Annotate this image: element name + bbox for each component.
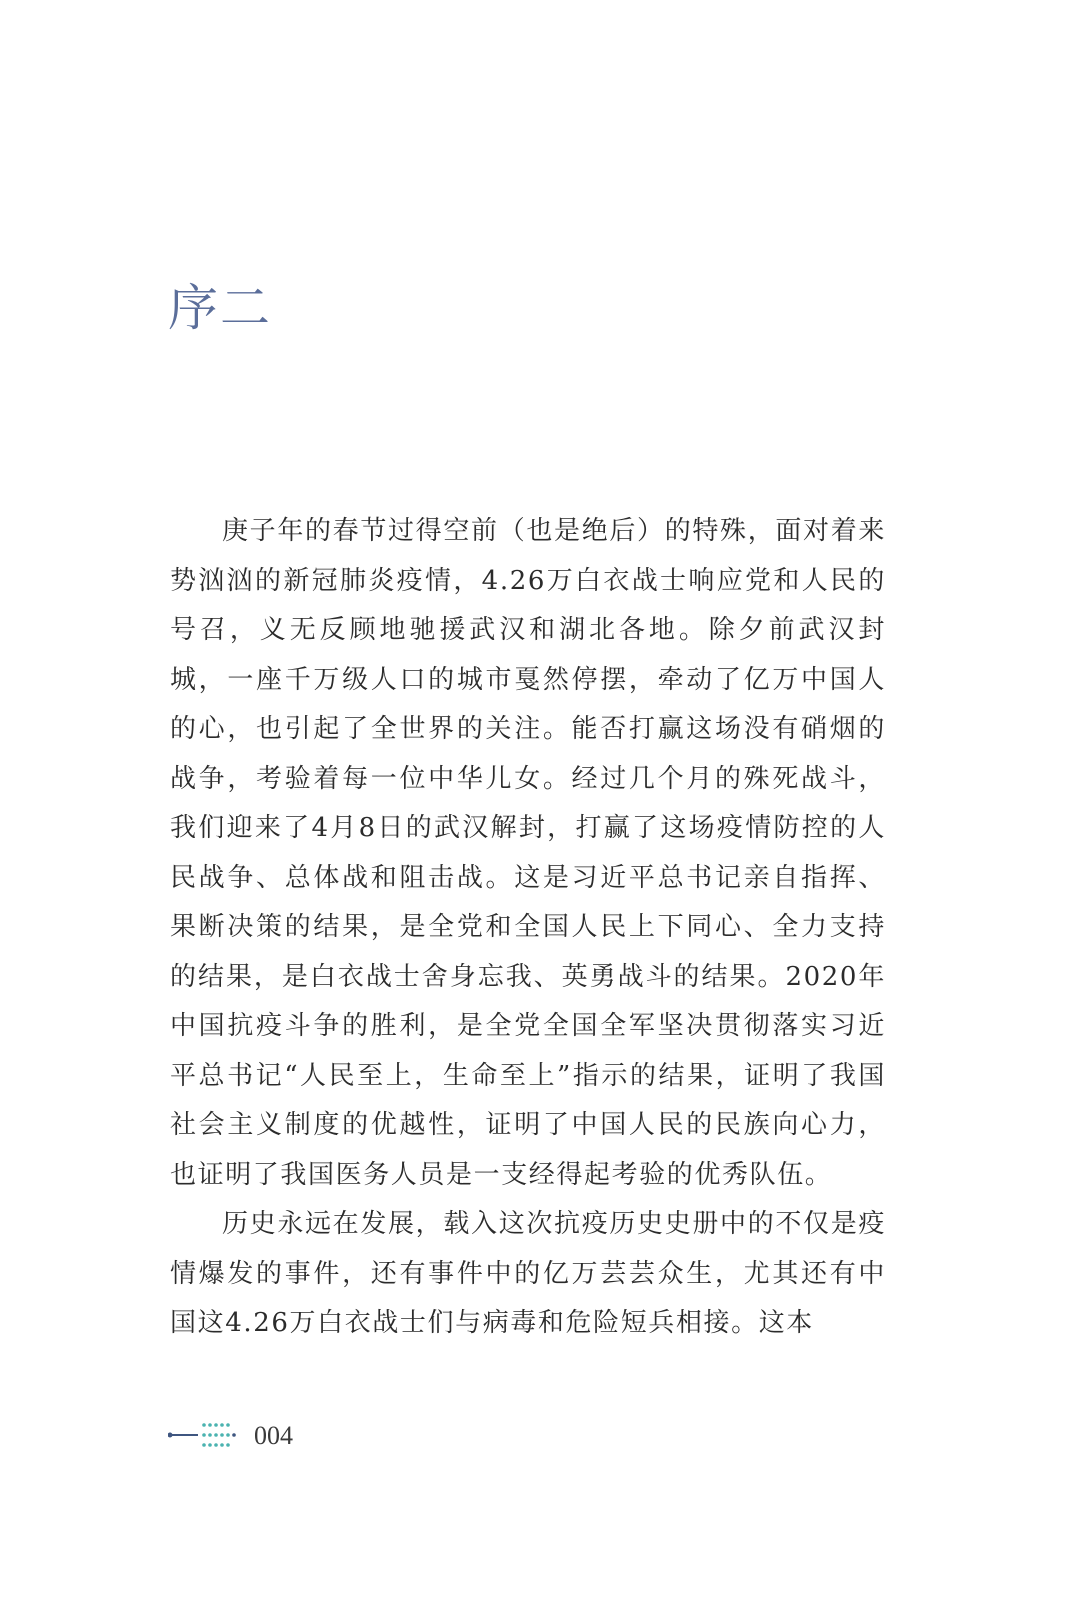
dotted-line-ornament-icon [168,1418,248,1454]
body-text [170,507,886,1349]
chapter-title: 序二 [168,279,272,337]
page-footer [168,1418,368,1454]
page-number: 004 [254,1421,293,1450]
paragraph: 历史永远在发展，载入这次抗疫历史史册中的不仅是疫情爆发的事件，还有事件中的亿万芸芸众生，尤其还有中国这4.26万白衣战士们与病毒和危险短兵相接。这本 [170,1209,886,1338]
paragraph: 庚子年的春节过得空前（也是绝后）的特殊，面对着来势汹汹的新冠肺炎疫情，4.26万白衣战士响应党和人民的号召，义无反顾地驰援武汉和湖北各地。除夕前武汉封城，一座千万级人口的城市戛然停摆，牵动了亿万中国人的心，也引起了全世界的关注。能否打赢这场没有硝烟的战争，考验着每一位中华儿女。经过几个月的殊死战斗，我们迎来了4月8日的武汉解封，打赢了这场疫情防控的人民战争、总体战和阻击战。这是习近平总书记亲自指挥、果断决策的结果，是全党和全国人民上下同心、全力支持的结果，是白衣战士舍身忘我、英勇战斗的结果。2020年中国抗疫斗争的胜利，是全党全国全军坚决贯彻落实习近平总书记“人民至上，生命至上”指示的结果，证明了我国社会主义制度的优越性，证明了中国人民的民族向心力，也证明了我国医务人员是一支经得起考验的优秀队伍。 [170,516,886,1190]
